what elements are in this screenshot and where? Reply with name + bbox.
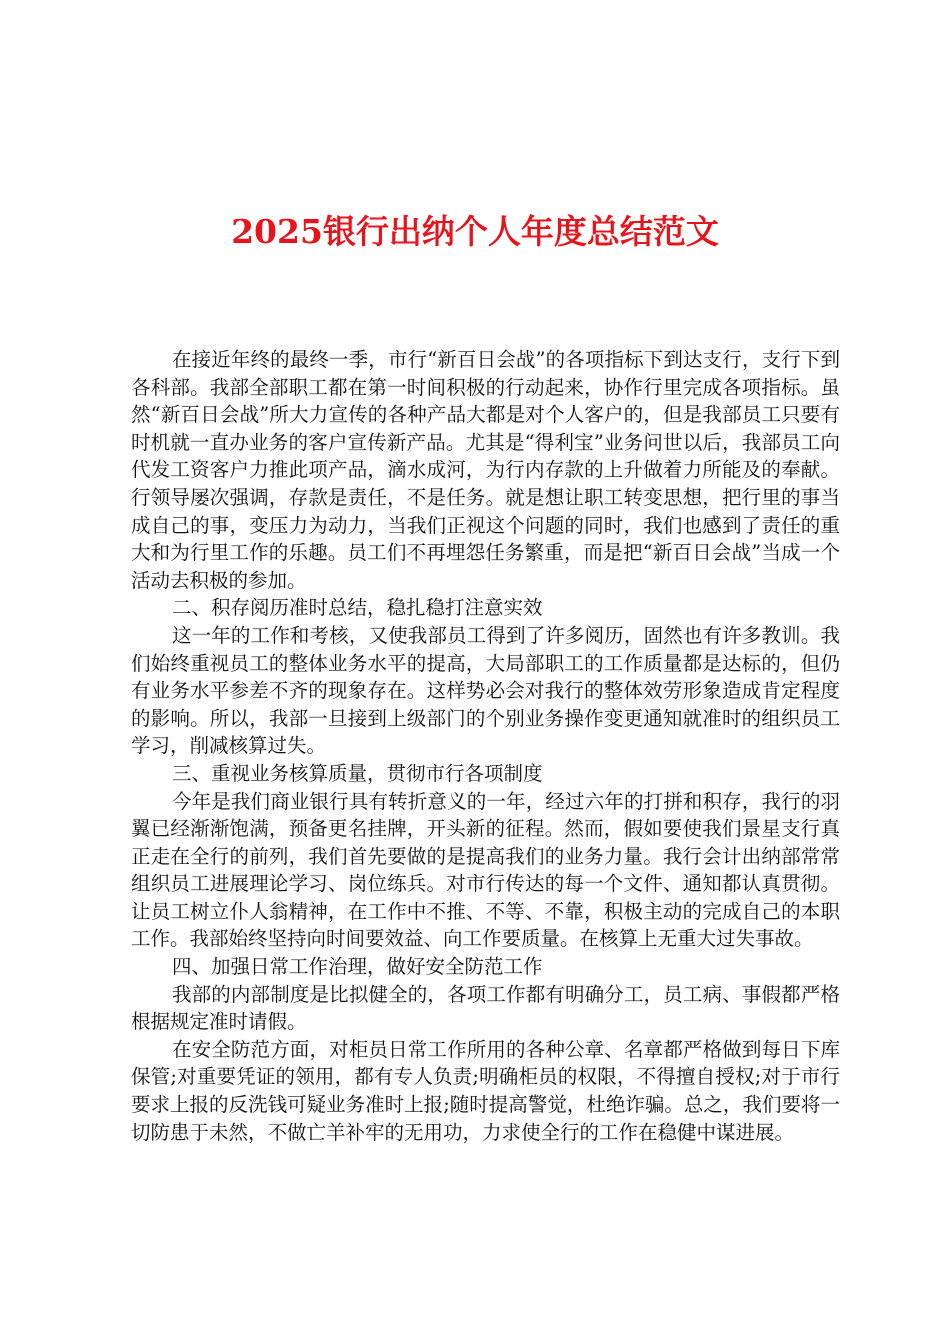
section-heading: 三、重视业务核算质量，贯彻市行各项制度 (171, 761, 543, 785)
body-paragraph: 这一年的工作和考核，又使我部员工得到了许多阅历，固然也有许多教训。我们始终重视员工的整体业务水平的提高，大局部职工的工作质量都是达标的，但仍有业务水平参差不齐的现象存在。这样势必会对我行的整体效劳形象造成肯定程度的影响。所以，我部一旦接到上级部门的个别业务操作变更通知就准时的组织员工学习，削减核算过失。 (131, 623, 840, 758)
body-paragraph: 今年是我们商业银行具有转折意义的一年，经过六年的打拼和积存，我行的羽翼已经渐渐饱满，预备更名挂牌，开头新的征程。然而，假如要使我们景星支行真正走在全行的前列，我们首先要做的是提高我们的业务力量。我行会计出纳部常常组织员工进展理论学习、岗位练兵。对市行传达的每一个文件、通知都认真贯彻。让员工树立仆人翁精神，在工作中不推、不等、不靠，积极主动的完成自己的本职工作。我部始终坚持向时间要效益、向工作要质量。在核算上无重大过失事故。 (131, 789, 840, 951)
document-title: 2025银行出纳个人年度总结范文 (231, 212, 719, 251)
section-heading: 二、积存阅历准时总结，稳扎稳打注意实效 (171, 596, 543, 620)
body-paragraph: 在安全防范方面，对柜员日常工作所用的各种公章、名章都严格做到每日下库保管;对重要凭证的领用，都有专人负责;明确柜员的权限，不得擅自授权;对于市行要求上报的反洗钱可疑业务准时上报;随时提高警觉，杜绝诈骗。总之，我们要将一切防患于未然，不做亡羊补牢的无用功，力求使全行的工作在稳健中谋进展。 (131, 1037, 840, 1144)
document-body (131, 346, 840, 1146)
body-paragraph: 在接近年终的最终一季，市行“新百日会战”的各项指标下到达支行，支行下到各科部。我部全部职工都在第一时间积极的行动起来，协作行里完成各项指标。虽然“新百日会战”所大力宣传的各种产品大都是对个人客户的，但是我部员工只要有时机就一直办业务的客户宣传新产品。尤其是“得利宝”业务问世以后，我部员工向代发工资客户力推此项产品，滴水成河，为行内存款的上升做着力所能及的奉献。行领导屡次强调，存款是责任，不是任务。就是想让职工转变思想，把行里的事当成自己的事，变压力为动力，当我们正视这个问题的同时，我们也感到了责任的重大和为行里工作的乐趣。员工们不再埋怨任务繁重，而是把“新百日会战”当成一个活动去积极的参加。 (131, 348, 840, 592)
body-paragraph: 我部的内部制度是比拟健全的，各项工作都有明确分工，员工病、事假都严格根据规定准时请假。 (131, 982, 840, 1034)
section-heading: 四、加强日常工作治理，做好安全防范工作 (171, 955, 543, 979)
